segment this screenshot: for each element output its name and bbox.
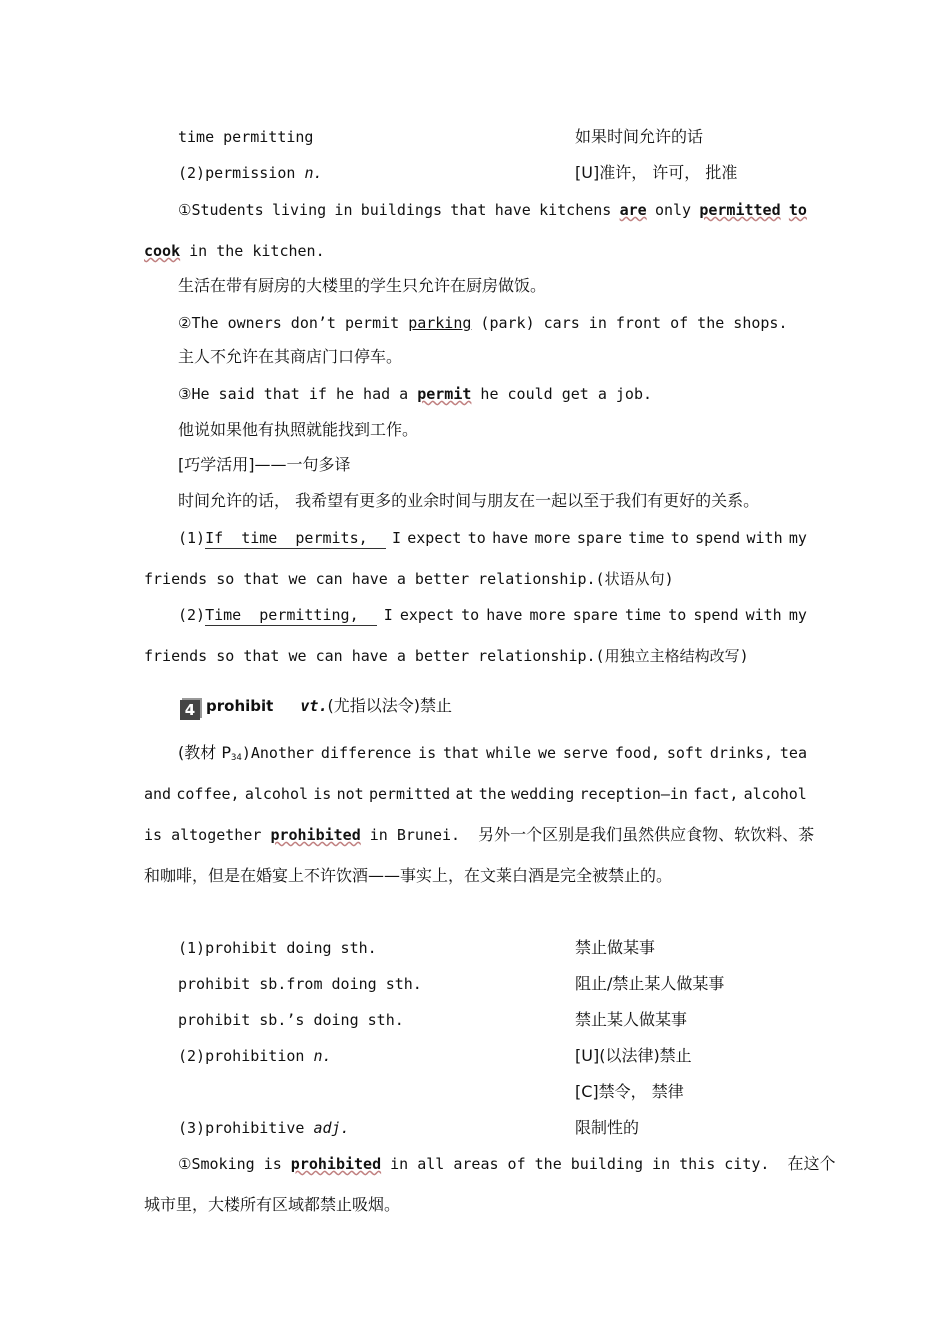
textbook-line-4: 和咖啡，但是在婚宴上不许饮酒——事实上，在文莱白酒是完全被禁止的。 [144,866,673,885]
example-1-translation: 生活在带有厨房的大楼里的学生只允许在厨房做饭。 [178,276,547,295]
phrase-prohibitive-meaning: 限制性的 [575,1118,640,1137]
phrase-time-permitting: time permitting [178,128,314,146]
keyword-permit: permit [417,385,472,403]
keyword-prohibited: prohibited [270,826,361,844]
phrase-prohibit-doing-meaning: 禁止做某事 [575,938,656,957]
keyword-to: to [788,201,807,219]
phrase-prohibition-meaning-u: [U](以法律)禁止 [575,1046,692,1065]
headword-prohibit: prohibit [206,697,274,715]
practice-heading: [巧学活用]——一句多译 [178,455,351,474]
practice-answer-2-line-1: (2)Time permitting, I expect to have more spare time to spend with my [178,606,807,624]
phrase-prohibition: (2)prohibition n. [178,1047,332,1065]
phrase-time-permitting-meaning: 如果时间允许的话 [575,127,704,146]
phrase-permission-meaning: [U]准许， 许可， 批准 [575,163,738,182]
textbook-line-2: and coffee, alcohol is not permitted at the wedding reception—in fact, alcohol [144,785,807,803]
practice-answer-2-line-2: friends so that we can have a better relationship.(用独立主格结构改写) [144,647,749,665]
practice-prompt: 时间允许的话， 我希望有更多的业余时间与朋友在一起以至于我们有更好的关系。 [178,491,760,510]
example-1-line-2: cook in the kitchen. [144,242,325,260]
example-smoking-translation: 城市里，大楼所有区域都禁止吸烟。 [144,1195,401,1214]
keyword-are: are [619,201,647,219]
phrase-prohibit-sb-from-meaning: 阻止/禁止某人做某事 [575,974,725,993]
phrase-prohibit-doing: (1)prohibit doing sth. [178,939,377,957]
answer-parking: parking [408,314,472,332]
example-smoking: ①Smoking is prohibited in all areas of the building in this city. 在这个 [178,1154,836,1173]
phrase-permission: (2)permission n. [178,164,323,182]
example-3: ③He said that if he had a permit he could get a job. [178,385,653,403]
keyword-prohibited-2: prohibited [290,1155,382,1173]
answer-blank-2: Time permitting, [205,605,377,626]
textbook-line-1: (教材 $P_{34})Another$ difference is that while we serve food, soft drinks, tea [178,743,807,763]
section-number-badge: 4 [180,700,200,720]
keyword-cook: cook [144,242,181,260]
section-4-heading: 4 prohibit vt.(尤指以法令)禁止 [180,696,452,720]
example-3-translation: 他说如果他有执照就能找到工作。 [178,420,419,439]
phrase-prohibit-sb-from: prohibit sb.from doing sth. [178,975,422,993]
example-1-line-1: ①Students living in buildings that have kitchens are only permitted to [178,201,807,219]
keyword-permitted: permitted [699,201,781,219]
example-2-translation: 主人不允许在其商店门口停车。 [178,347,403,366]
answer-blank-1: If time permits, [205,528,386,549]
example-2: ②The owners don’t permit parking (park) cars in front of the shops. [178,314,788,332]
phrase-prohibitive: (3)prohibitive adj. [178,1119,350,1137]
phrase-prohibit-sbs: prohibit sb.’s doing sth. [178,1011,404,1029]
phrase-prohibition-meaning-c: [C]禁令， 禁律 [575,1082,684,1101]
textbook-line-3: is altogether prohibited in Brunei. 另外一个区别是我们虽然供应食物、软饮料、茶 [144,825,815,844]
practice-answer-1-line-2: friends so that we can have a better relationship.(状语从句) [144,570,674,588]
phrase-prohibit-sbs-meaning: 禁止某人做某事 [575,1010,688,1029]
practice-answer-1-line-1: (1)If time permits, I expect to have more spare time to spend with my [178,529,807,547]
